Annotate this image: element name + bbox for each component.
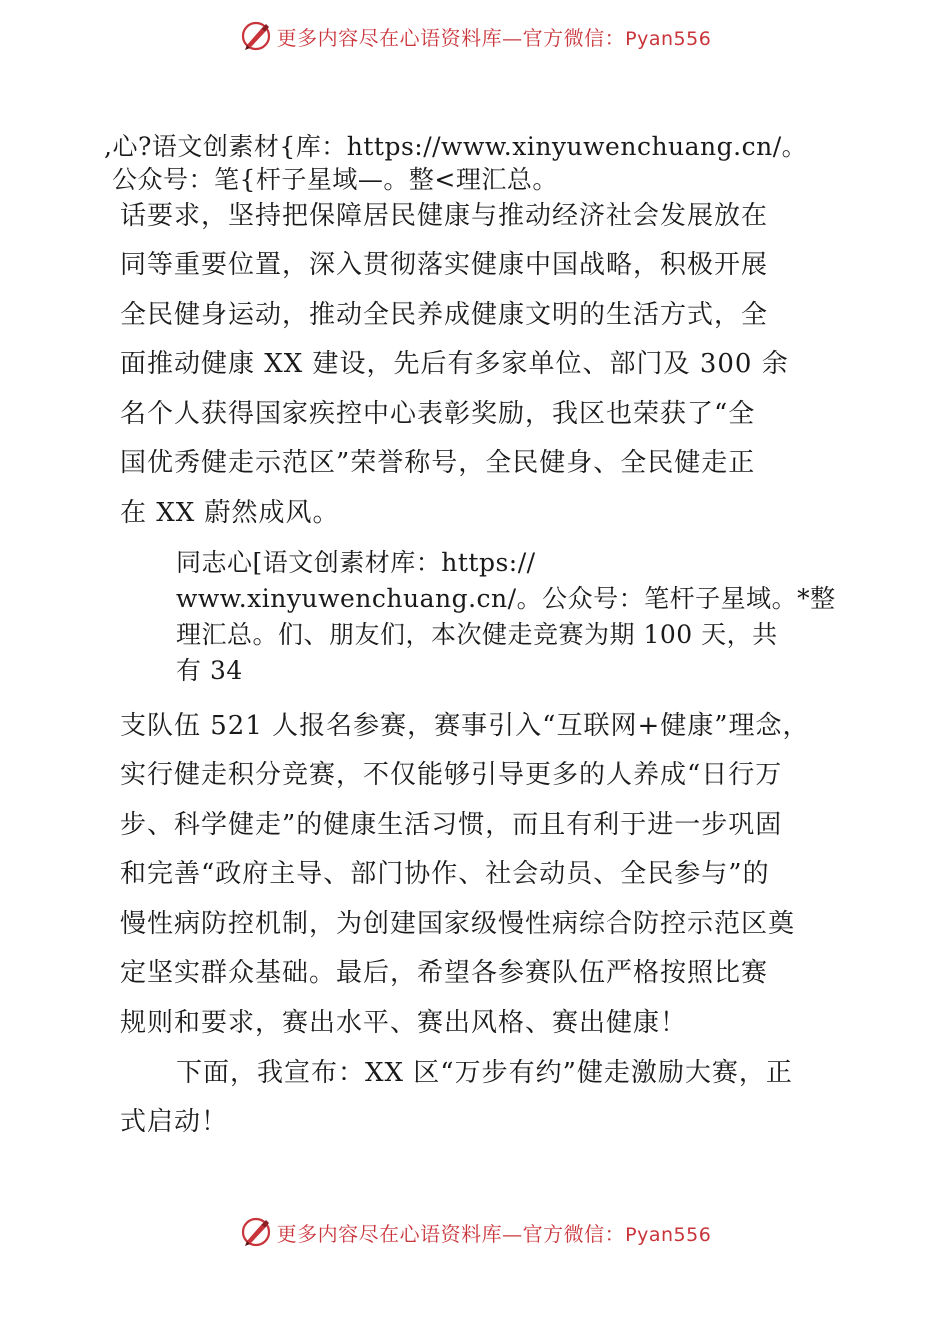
text-line: 话要求，坚持把保障居民健康与推动经济社会发展放在 bbox=[120, 201, 769, 231]
banner-handle: Pyan556 bbox=[625, 1223, 712, 1246]
text-line: 国优秀健走示范区”荣誉称号，全民健身、全民健走正 bbox=[120, 448, 756, 478]
text-line: www.xinyuwenchuang.cn/。公众号：笔杆子星域。*整 bbox=[176, 584, 836, 613]
text-line: 名个人获得国家疾控中心表彰奖励，我区也荣获了“全 bbox=[120, 399, 756, 429]
text-line: 实行健走积分竞赛，不仅能够引导更多的人养成“日行万 bbox=[120, 760, 783, 790]
text-line: 面推动健康 XX 建设，先后有多家单位、部门及 300 余 bbox=[120, 349, 789, 379]
banner-handle: Pyan556 bbox=[625, 27, 712, 50]
pen-logo-icon bbox=[239, 19, 273, 53]
text-line: 慢性病防控机制，为创建国家级慢性病综合防控示范区奠 bbox=[120, 909, 796, 939]
text-line: 支队伍 521 人报名参赛，赛事引入“互联网+健康”理念， bbox=[120, 711, 810, 741]
text-line: 步、科学健走”的健康生活习惯，而且有利于进一步巩固 bbox=[120, 810, 783, 840]
text-line: 全民健身运动，推动全民养成健康文明的生活方式，全 bbox=[120, 300, 769, 330]
text-line: 式启动！ bbox=[120, 1107, 229, 1137]
pen-logo-icon bbox=[239, 1215, 273, 1249]
banner-slogan: 更多内容尽在心语资料库—官方微信： bbox=[276, 25, 626, 50]
text-line: 定坚实群众基础。最后，希望各参赛队伍严格按照比赛 bbox=[120, 958, 769, 988]
header-banner bbox=[0, 16, 950, 56]
text-line: 公众号：笔{杆子星域—。整<理汇总。 bbox=[112, 165, 558, 194]
text-line: 下面，我宣布：XX 区“万步有约”健走激励大赛，正 bbox=[176, 1058, 793, 1088]
text-line: 同等重要位置，深入贯彻落实健康中国战略，积极开展 bbox=[120, 250, 769, 280]
text-line: 理汇总。们、朋友们，本次健走竞赛为期 100 天，共 bbox=[176, 620, 778, 649]
text-line: 在 XX 蔚然成风。 bbox=[120, 498, 340, 528]
banner-text bbox=[277, 22, 712, 51]
banner-slogan: 更多内容尽在心语资料库—官方微信： bbox=[276, 1221, 626, 1246]
text-line: 有 34 bbox=[176, 656, 243, 685]
text-line: 和完善“政府主导、部门协作、社会动员、全民参与”的 bbox=[120, 859, 770, 889]
text-line: 同志心[语文创素材库：https:// bbox=[176, 548, 536, 577]
banner-text bbox=[277, 1218, 712, 1247]
text-line: 规则和要求，赛出水平、赛出风格、赛出健康！ bbox=[120, 1008, 688, 1038]
text-line: ,心?语文创素材{库：https://www.xinyuwenchuang.cn/。 bbox=[104, 132, 808, 161]
footer-banner bbox=[0, 1212, 950, 1252]
